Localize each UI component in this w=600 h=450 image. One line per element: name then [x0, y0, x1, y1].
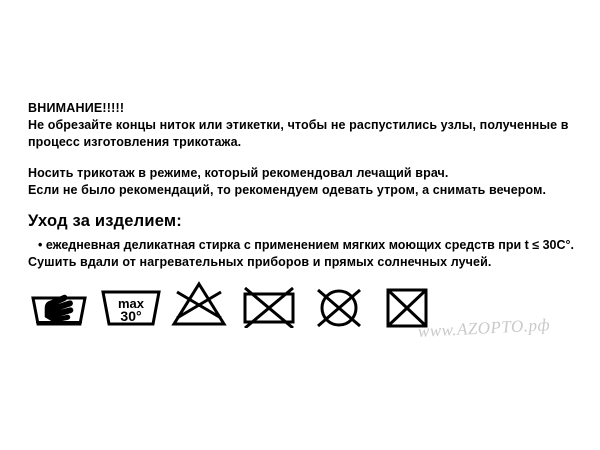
care-heading: Уход за изделием:	[28, 212, 182, 231]
care-symbols-row	[30, 272, 460, 334]
wear-line-1: Носить трикотаж в режиме, который рекомендовал лечащий врач.	[28, 165, 449, 180]
hand-wash-icon	[30, 272, 100, 334]
do-not-bleach-icon	[170, 272, 240, 334]
spacer	[28, 198, 576, 212]
wash-max-30-icon	[100, 272, 170, 334]
care-line-2: Сушить вдали от нагревательных приборов и прямых солнечных лучей.	[28, 255, 492, 270]
attention-heading: ВНИМАНИЕ!!!!!	[28, 101, 125, 115]
svg-text:max: max	[117, 296, 145, 311]
care-instructions-text	[28, 100, 576, 271]
attention-line-1: Не обрезайте концы ниток или этикетки, чтобы не распустились узлы, полученные в	[28, 117, 569, 132]
attention-line-2: процесс изготовления трикотажа.	[28, 134, 242, 149]
wear-line-2: Если не было рекомендаций, то рекомендуем одевать утром, а снимать вечером.	[28, 182, 547, 197]
watermark: www.AZOPTO.рф	[417, 315, 551, 341]
do-not-tumble-dry-icon	[240, 272, 310, 334]
spacer	[28, 151, 576, 165]
do-not-dry-clean-icon	[310, 272, 380, 334]
care-bullet-line: • ежедневная деликатная стирка с применением мягких моющих средств при t ≤ 30С°.	[38, 238, 575, 253]
svg-text:30°: 30°	[120, 308, 142, 324]
